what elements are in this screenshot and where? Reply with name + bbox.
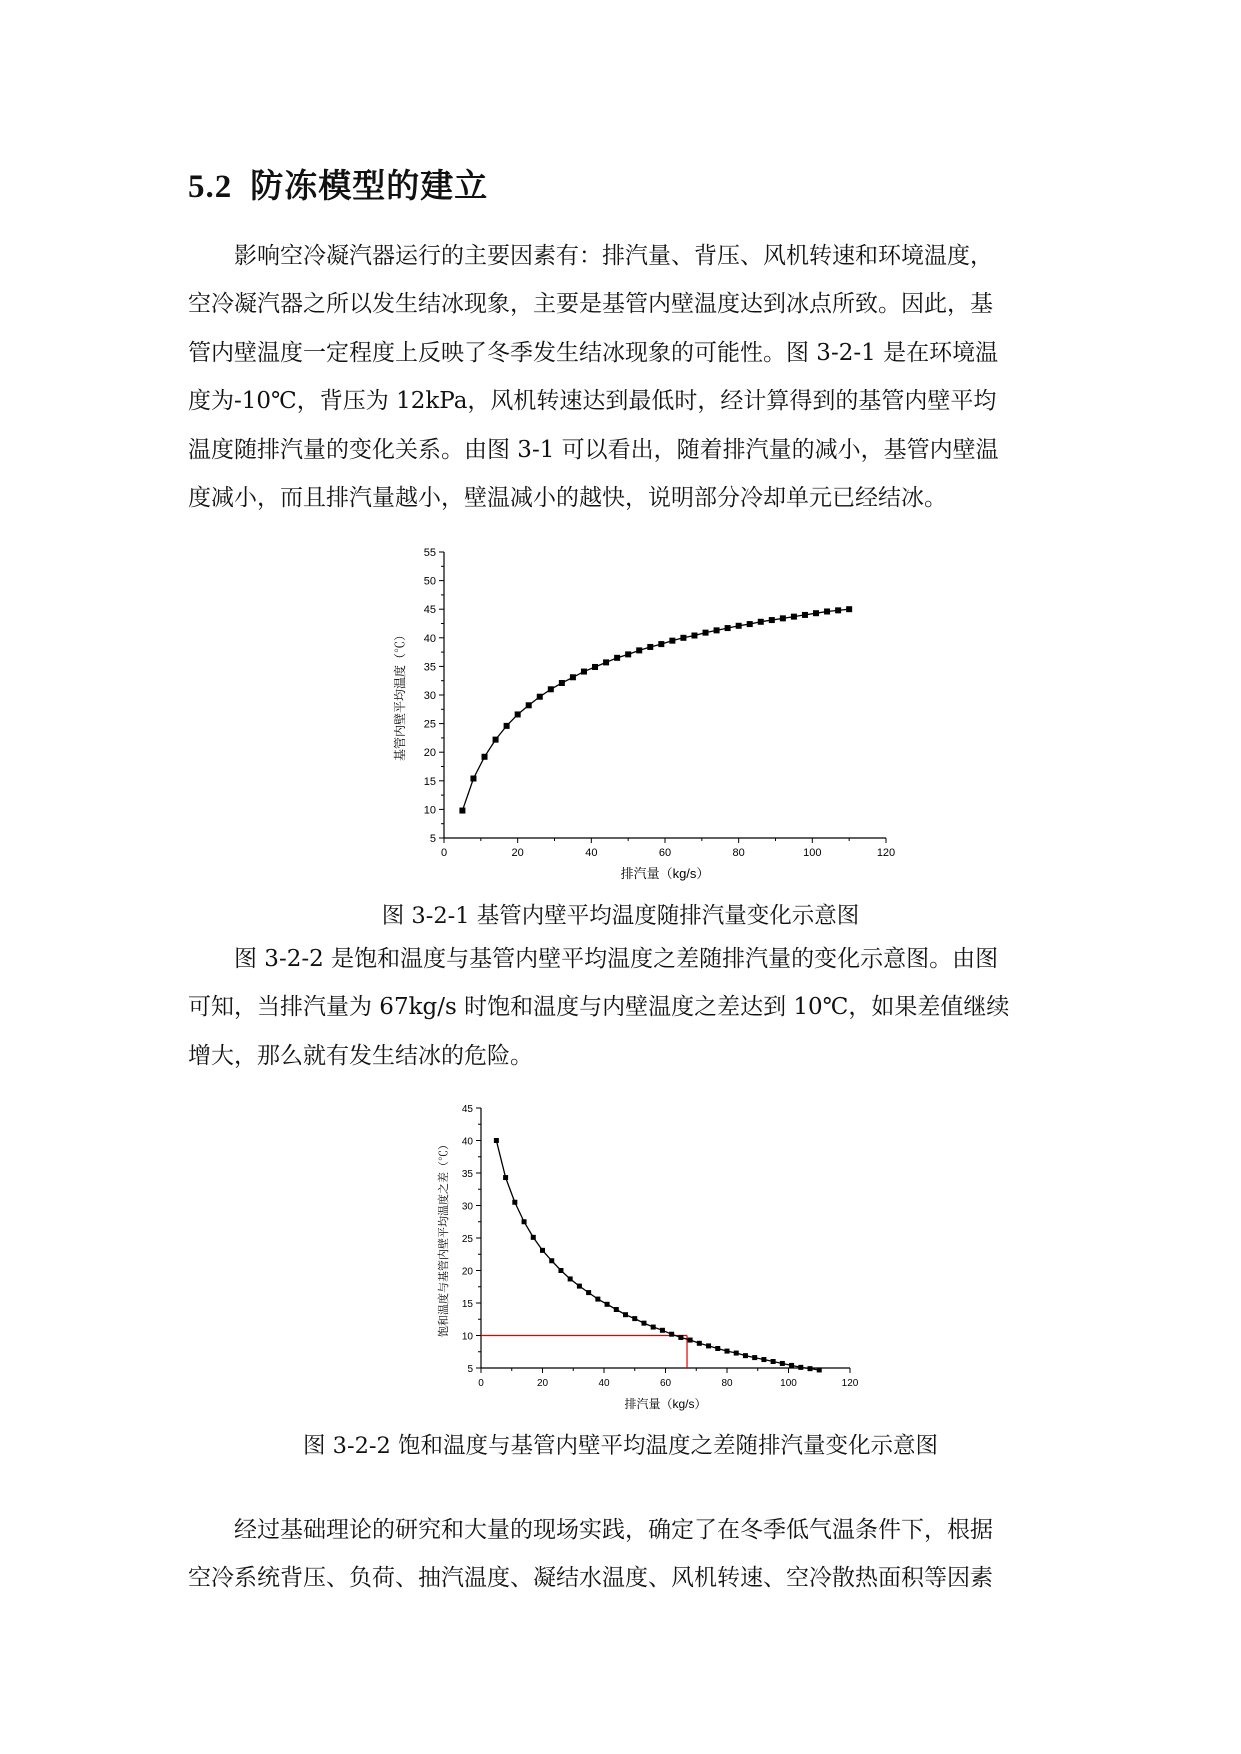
y-tick-label: 25 <box>423 718 436 731</box>
y-tick-label: 10 <box>423 804 436 817</box>
data-point <box>558 1268 563 1273</box>
data-point <box>678 1335 683 1340</box>
y-tick-label: 55 <box>423 547 436 559</box>
figure-3-2-1-chart <box>0 530 1241 890</box>
x-tick-label: 120 <box>841 1378 859 1389</box>
data-point <box>570 674 576 680</box>
paragraph-3 <box>188 1506 1053 1603</box>
data-point <box>835 607 841 613</box>
figure-caption-1: 图 3-2-1 基管内壁平均温度随排汽量变化示意图 <box>381 903 860 929</box>
data-point <box>537 694 543 700</box>
data-point <box>515 711 521 717</box>
data-point <box>581 669 587 675</box>
text-line: 空冷凝汽器之所以发生结冰现象，主要是基管内壁温度达到冰点所致。因此，基 <box>188 291 993 318</box>
data-point <box>494 1138 499 1143</box>
data-point <box>752 1355 757 1360</box>
data-point <box>658 641 664 647</box>
data-point <box>459 808 465 814</box>
y-axis-title: 基管内壁平均温度（℃） <box>393 628 407 762</box>
data-point <box>595 1297 600 1302</box>
x-tick-label: 60 <box>659 1378 672 1389</box>
x-tick-label: 120 <box>876 847 896 859</box>
data-point <box>586 1290 591 1295</box>
data-point <box>605 1302 610 1307</box>
data-point <box>540 1248 545 1253</box>
data-point <box>614 1307 619 1312</box>
y-tick-label: 30 <box>461 1201 473 1213</box>
x-tick-label: 40 <box>585 847 598 859</box>
x-tick-label: 100 <box>803 847 822 859</box>
text-line: 经过基础理论的研究和大量的现场实践，确定了在冬季低气温条件下，根据 <box>188 1517 993 1543</box>
data-point <box>504 723 510 729</box>
data-point <box>747 621 753 627</box>
data-point <box>531 1235 536 1240</box>
data-point <box>577 1284 582 1289</box>
y-tick-label: 20 <box>461 1266 473 1278</box>
data-point <box>636 647 642 653</box>
data-point <box>493 737 499 743</box>
y-tick-label: 35 <box>423 661 436 674</box>
data-point <box>503 1175 508 1180</box>
y-tick-label: 25 <box>461 1234 473 1245</box>
data-point <box>691 633 697 639</box>
data-point <box>669 638 675 644</box>
data-point <box>559 680 565 686</box>
x-axis-title: 排汽量（kg/s） <box>624 1397 707 1411</box>
y-tick-label: 50 <box>423 575 436 588</box>
y-tick-label: 40 <box>423 632 436 645</box>
y-tick-label: 5 <box>467 1364 473 1375</box>
data-point <box>725 1349 730 1354</box>
data-point <box>512 1200 517 1205</box>
data-point <box>817 1367 822 1372</box>
data-point <box>647 644 653 650</box>
x-tick-label: 80 <box>721 1378 733 1389</box>
data-point <box>660 1328 665 1333</box>
data-point <box>697 1341 702 1346</box>
data-point <box>703 630 709 636</box>
data-point <box>603 659 609 665</box>
data-point <box>568 1276 573 1281</box>
data-point <box>725 625 731 631</box>
y-tick-label: 20 <box>423 747 436 760</box>
data-point <box>714 627 720 633</box>
x-tick-label: 60 <box>658 847 672 859</box>
text-line: 空冷系统背压、负荷、抽汽温度、凝结水温度、风机转速、空冷散热面积等因素 <box>188 1565 993 1592</box>
y-tick-label: 15 <box>461 1299 473 1310</box>
text-line: 度为-10℃，背压为 12kPa，风机转速达到最低时，经计算得到的基管内壁平均 <box>188 388 997 415</box>
data-point <box>736 623 742 629</box>
data-point <box>526 702 532 708</box>
y-tick-label: 30 <box>423 690 436 702</box>
data-point <box>715 1346 720 1351</box>
x-tick-label: 80 <box>732 847 745 859</box>
data-point <box>791 614 797 620</box>
data-point <box>780 1361 785 1366</box>
text-line: 管内壁温度一定程度上反映了冬季发生结冰现象的可能性。图 3-2-1 是在环境温 <box>188 339 999 366</box>
data-point <box>813 610 819 616</box>
section-heading <box>188 160 488 207</box>
data-point <box>548 686 554 692</box>
data-point <box>651 1325 656 1330</box>
series-line <box>462 609 849 810</box>
data-point <box>734 1351 739 1356</box>
text-line: 可知，当排汽量为 67kg/s 时饱和温度与内壁温度之差达到 10℃，如果差值继续 <box>188 994 1010 1021</box>
data-point <box>758 619 764 625</box>
x-tick-label: 20 <box>536 1378 549 1389</box>
data-point <box>802 612 808 618</box>
text-line: 图 3-2-2 是饱和温度与基管内壁平均温度之差随排汽量的变化示意图。由图 <box>188 946 999 972</box>
data-point <box>592 664 598 670</box>
y-tick-label: 45 <box>461 1104 473 1115</box>
section-number: 5.2 <box>188 169 233 205</box>
figure-3-2-2-chart <box>0 1080 1241 1410</box>
y-tick-label: 40 <box>461 1136 473 1148</box>
data-point <box>771 1359 776 1364</box>
text-line: 增大，那么就有发生结冰的危险。 <box>188 1042 533 1069</box>
y-tick-label: 45 <box>423 604 436 617</box>
y-tick-label: 35 <box>461 1169 473 1180</box>
data-point <box>549 1258 554 1263</box>
x-tick-label: 100 <box>780 1378 797 1389</box>
data-point <box>641 1321 646 1326</box>
data-point <box>680 635 686 641</box>
data-point <box>808 1366 813 1371</box>
data-point <box>625 651 631 657</box>
data-point <box>846 606 852 612</box>
y-tick-label: 5 <box>429 833 436 845</box>
y-axis-title: 饱和温度与基管内壁平均温度之差（℃） <box>438 1139 450 1337</box>
data-point <box>780 615 786 621</box>
section-title: 防冻模型的建立 <box>250 166 489 205</box>
figure-caption-2: 图 3-2-2 饱和温度与基管内壁平均温度之差随排汽量变化示意图 <box>303 1433 938 1459</box>
text-line: 影响空冷凝汽器运行的主要因素有：排汽量、背压、风机转速和环境温度， <box>188 243 993 269</box>
data-point <box>470 776 476 782</box>
data-point <box>688 1338 693 1343</box>
data-point <box>482 754 488 760</box>
x-tick-label: 0 <box>440 847 448 859</box>
data-point <box>789 1363 794 1368</box>
data-point <box>824 608 830 614</box>
x-tick-label: 0 <box>478 1378 484 1389</box>
data-point <box>669 1332 674 1337</box>
data-point <box>706 1343 711 1348</box>
data-point <box>632 1316 637 1321</box>
paragraph-1 <box>188 232 1053 522</box>
data-point <box>623 1312 628 1317</box>
paragraph-2 <box>188 935 1053 1080</box>
data-point <box>761 1357 766 1362</box>
y-tick-label: 10 <box>461 1331 473 1343</box>
data-point <box>798 1365 803 1370</box>
data-point <box>769 617 775 623</box>
data-point <box>743 1353 748 1358</box>
x-tick-label: 20 <box>511 847 524 859</box>
data-point <box>522 1219 527 1224</box>
data-point <box>614 655 620 661</box>
text-line: 度减小，而且排汽量越小，壁温减小的越快，说明部分冷却单元已经结冰。 <box>188 485 947 512</box>
x-axis-title: 排汽量（kg/s） <box>620 866 710 881</box>
y-tick-label: 15 <box>423 775 436 788</box>
text-line: 温度随排汽量的变化关系。由图 3-1 可以看出，随着排汽量的减小，基管内壁温 <box>188 436 999 463</box>
x-tick-label: 40 <box>598 1378 610 1389</box>
